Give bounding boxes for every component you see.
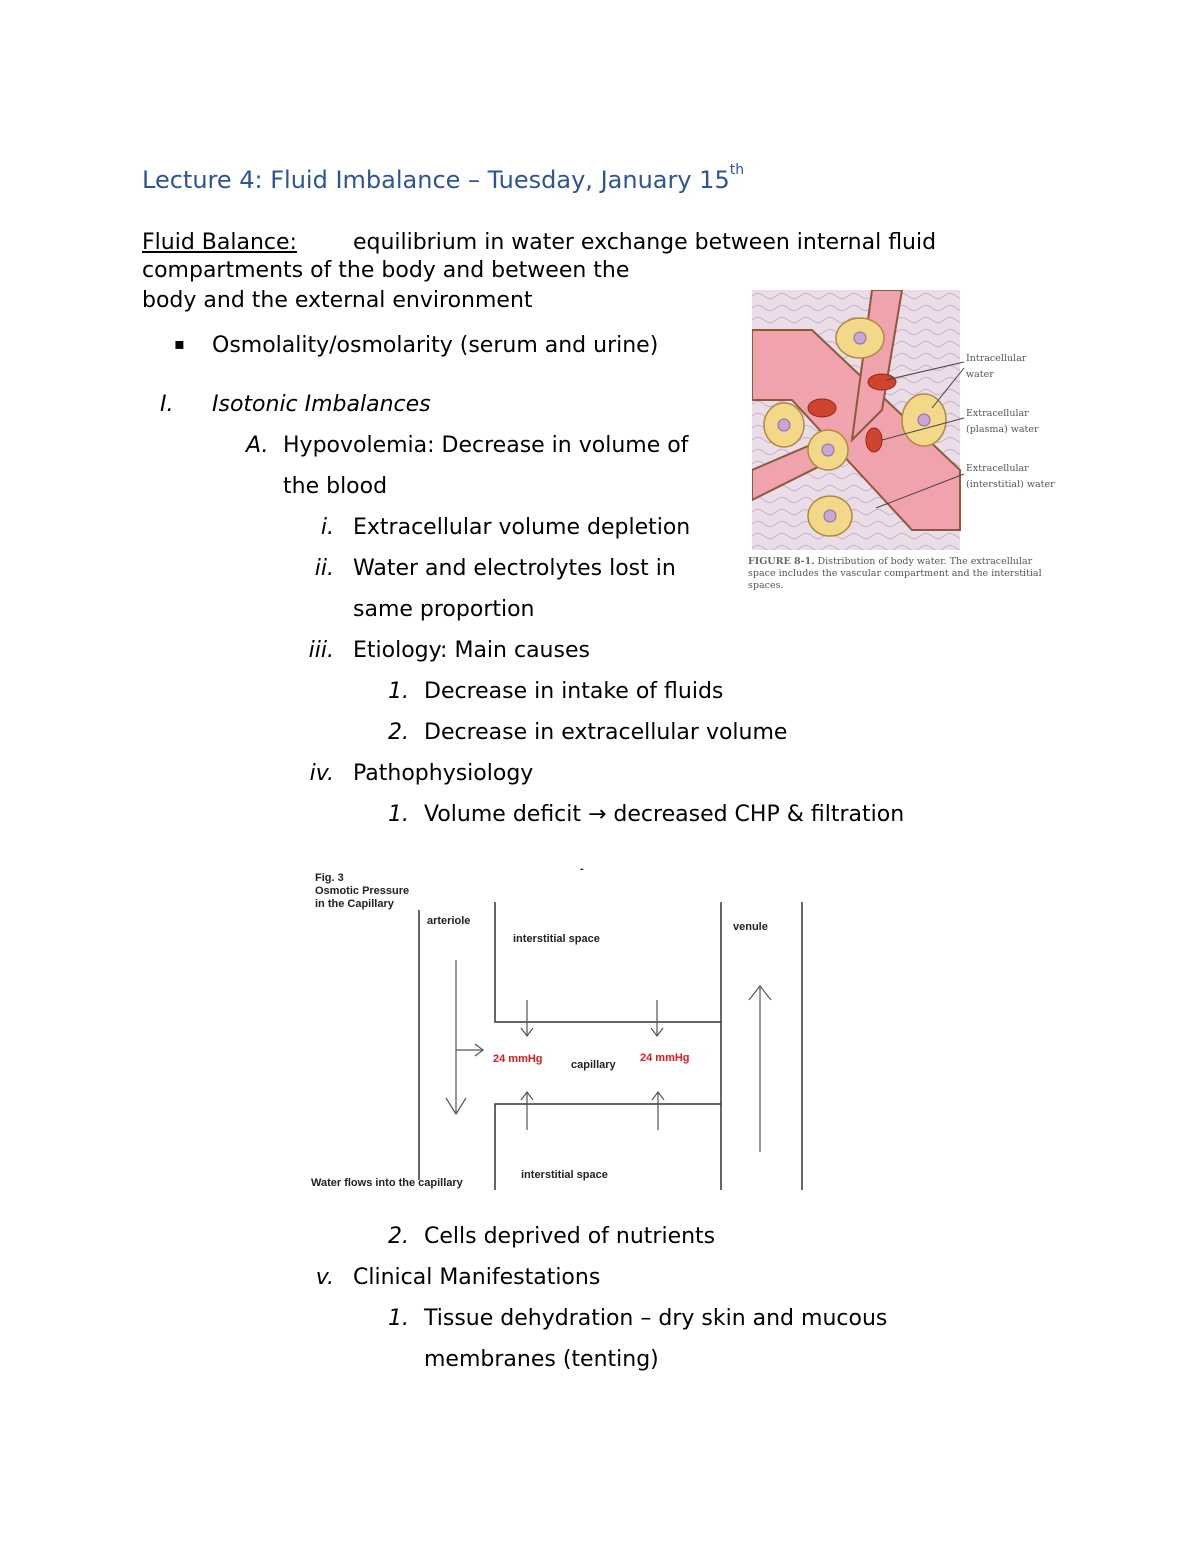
interstitial-label-1: Extracellular (966, 463, 1029, 474)
figure1-labels (966, 353, 1055, 490)
outline-marker-iii: iii. (308, 638, 334, 663)
plasma-label-2: (plasma) water (966, 424, 1039, 435)
outline-iv-2-text: Cells deprived of nutrients (424, 1224, 716, 1249)
outline-marker-iv-1: 1. (388, 802, 409, 827)
bullet-text: Osmolality/osmolarity (serum and urine) (212, 333, 659, 358)
fig3-title-1: Osmotic Pressure (315, 885, 410, 897)
osmotic-pressure-diagram (305, 860, 805, 1196)
outline-iv-1-text: Volume deficit → decreased CHP & filtration (424, 802, 905, 827)
fig3-label: Fig. 3 (315, 872, 344, 884)
definition-text-1: equilibrium in water exchange between internal fluid (352, 230, 937, 255)
outline-v-text: Clinical Manifestations (353, 1265, 601, 1290)
definition-term: Fluid Balance: (142, 230, 297, 255)
svg-text:-: - (580, 863, 584, 875)
outline-A-line-2: the blood (283, 474, 388, 499)
plasma-label-1: Extracellular (966, 408, 1029, 419)
bullet-glyph: ▪ (174, 334, 185, 353)
title-text: Lecture 4: Fluid Imbalance – Tuesday, January 15 (142, 166, 730, 194)
title-superscript: th (729, 162, 745, 178)
page-title (142, 162, 745, 194)
definition-line-2: compartments of the body and between the (142, 258, 630, 283)
nucleus (778, 419, 790, 431)
arteriole-label: arteriole (427, 915, 471, 927)
intracellular-label-1: Intracellular (966, 353, 1027, 364)
nucleus (918, 414, 930, 426)
outline-iii-2-text: Decrease in extracellular volume (424, 720, 788, 745)
figure1-caption-label: FIGURE 8-1. (748, 556, 815, 567)
pressure-right-label: 24 mmHg (640, 1052, 690, 1064)
outline-marker-ii: ii. (314, 556, 334, 581)
definition-line-1 (142, 229, 936, 257)
outline-marker-iv-2: 2. (388, 1224, 409, 1249)
body-water-illustration (752, 290, 1062, 552)
outline-iii-text: Etiology: Main causes (353, 638, 590, 663)
outline-marker-i: i. (320, 515, 334, 540)
capillary-label: capillary (571, 1059, 616, 1071)
outline-ii-line-2: same proportion (353, 597, 535, 622)
venule-flow-arrow (749, 986, 771, 1152)
nucleus (822, 444, 834, 456)
water-flow-label: Water flows into the capillary (311, 1177, 463, 1189)
outline-A-line-1: Hypovolemia: Decrease in volume of (283, 433, 689, 458)
outline-marker-A: A. (246, 433, 269, 458)
outline-marker-I: I. (160, 392, 174, 417)
figure1-caption (748, 556, 1058, 592)
outline-marker-iii-1: 1. (388, 679, 409, 704)
outline-iv-text: Pathophysiology (353, 761, 534, 786)
interstitial-bottom-label: interstitial space (521, 1169, 608, 1181)
outline-marker-iii-2: 2. (388, 720, 409, 745)
outline-marker-v: v. (315, 1265, 334, 1290)
osmotic-diagram-svg (305, 860, 805, 1192)
venule-label: venule (733, 921, 768, 933)
outline-marker-iv: iv. (309, 761, 334, 786)
nucleus (824, 510, 836, 522)
red-blood-cell (808, 399, 836, 417)
outline-marker-v-1: 1. (388, 1306, 409, 1331)
interstitial-label-2: (interstitial) water (966, 479, 1055, 490)
pressure-left-label: 24 mmHg (493, 1053, 543, 1065)
figure1-caption-text: Distribution of body water. The extracellular space includes the vascular compartment and the interstitial spaces. (748, 556, 1042, 591)
interstitial-top-box (495, 902, 721, 1022)
arteriole-flow-arrow (446, 960, 483, 1114)
outline-iii-1-text: Decrease in intake of fluids (424, 679, 724, 704)
red-blood-cell (868, 374, 896, 390)
outline-i-text: Extracellular volume depletion (353, 515, 691, 540)
interstitial-top-label: interstitial space (513, 933, 600, 945)
arrows-down (521, 1000, 663, 1036)
fig3-title-2: in the Capillary (315, 898, 394, 910)
intracellular-label-2: water (966, 369, 994, 380)
nucleus (854, 332, 866, 344)
outline-ii-line-1: Water and electrolytes lost in (353, 556, 676, 581)
arrows-up (521, 1092, 664, 1130)
body-water-figure (752, 290, 1062, 556)
definition-line-3: body and the external environment (142, 288, 533, 313)
outline-heading-I: Isotonic Imbalances (212, 392, 431, 417)
outline-v-1-line-1: Tissue dehydration – dry skin and mucous (424, 1306, 888, 1331)
red-blood-cell (866, 428, 882, 452)
outline-v-1-line-2: membranes (tenting) (424, 1347, 659, 1372)
